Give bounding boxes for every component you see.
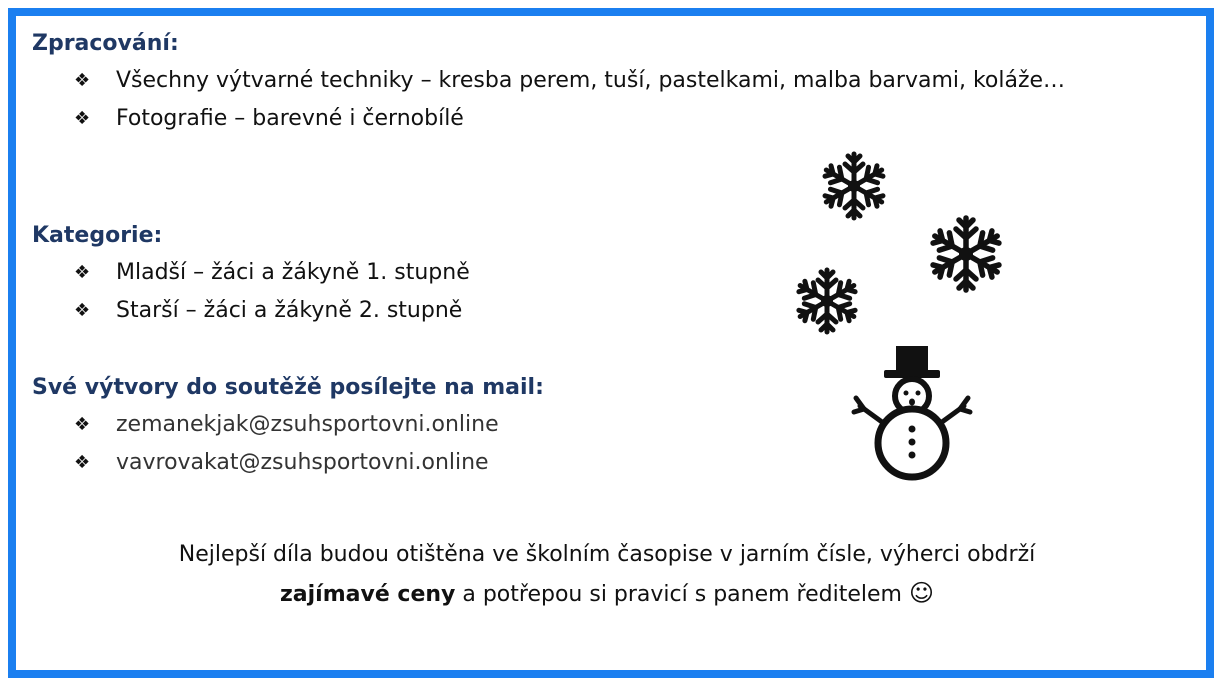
list-item <box>74 292 732 330</box>
categories-section <box>32 218 732 330</box>
list-item <box>74 100 1132 138</box>
mail-section <box>32 370 752 482</box>
bullet-icon: ❖ <box>74 452 91 473</box>
email-link[interactable]: vavrovakat@zsuhsportovni.online <box>116 450 489 475</box>
list-item-text: Všechny výtvarné techniky – kresba perem, tuší, pastelkami, malba barvami, koláže… <box>116 68 1066 93</box>
processing-section <box>32 26 1132 138</box>
footer-line-1: Nejlepší díla budou otištěna ve školním časopise v jarním čísle, výherci obdrží <box>178 542 1036 567</box>
bullet-icon: ❖ <box>74 300 91 321</box>
mail-list <box>32 406 752 482</box>
bullet-icon: ❖ <box>74 414 91 435</box>
mail-heading: Své výtvory do soutěžě posílejte na mail: <box>32 375 544 400</box>
categories-heading: Kategorie: <box>32 223 163 248</box>
list-item <box>74 406 752 444</box>
list-item-text: Starší – žáci a žákyně 2. stupně <box>116 298 463 323</box>
list-item-text: Mladší – žáci a žákyně 1. stupně <box>116 260 470 285</box>
footer-line-2 <box>0 574 1214 614</box>
list-item <box>74 444 752 482</box>
processing-list <box>32 62 1132 138</box>
footer-rest: a potřepou si pravicí s panem ředitelem <box>455 582 902 607</box>
email-link[interactable]: zemanekjak@zsuhsportovni.online <box>116 412 499 437</box>
smile-icon: ☺ <box>908 579 934 607</box>
bullet-icon: ❖ <box>74 262 91 283</box>
footer-bold-prize: zajímavé ceny <box>279 582 456 607</box>
list-item <box>74 254 732 292</box>
bullet-icon: ❖ <box>74 70 91 91</box>
categories-list <box>32 254 732 330</box>
footer-text <box>0 536 1214 614</box>
list-item-text: Fotografie – barevné i černobílé <box>116 106 464 131</box>
snowman-icon <box>850 342 974 484</box>
snowflake-icon <box>818 150 890 222</box>
processing-heading: Zpracování: <box>32 31 179 56</box>
bullet-icon: ❖ <box>74 108 91 129</box>
snowflake-icon <box>926 214 1006 294</box>
snowflake-icon <box>792 266 862 336</box>
list-item <box>74 62 1096 100</box>
